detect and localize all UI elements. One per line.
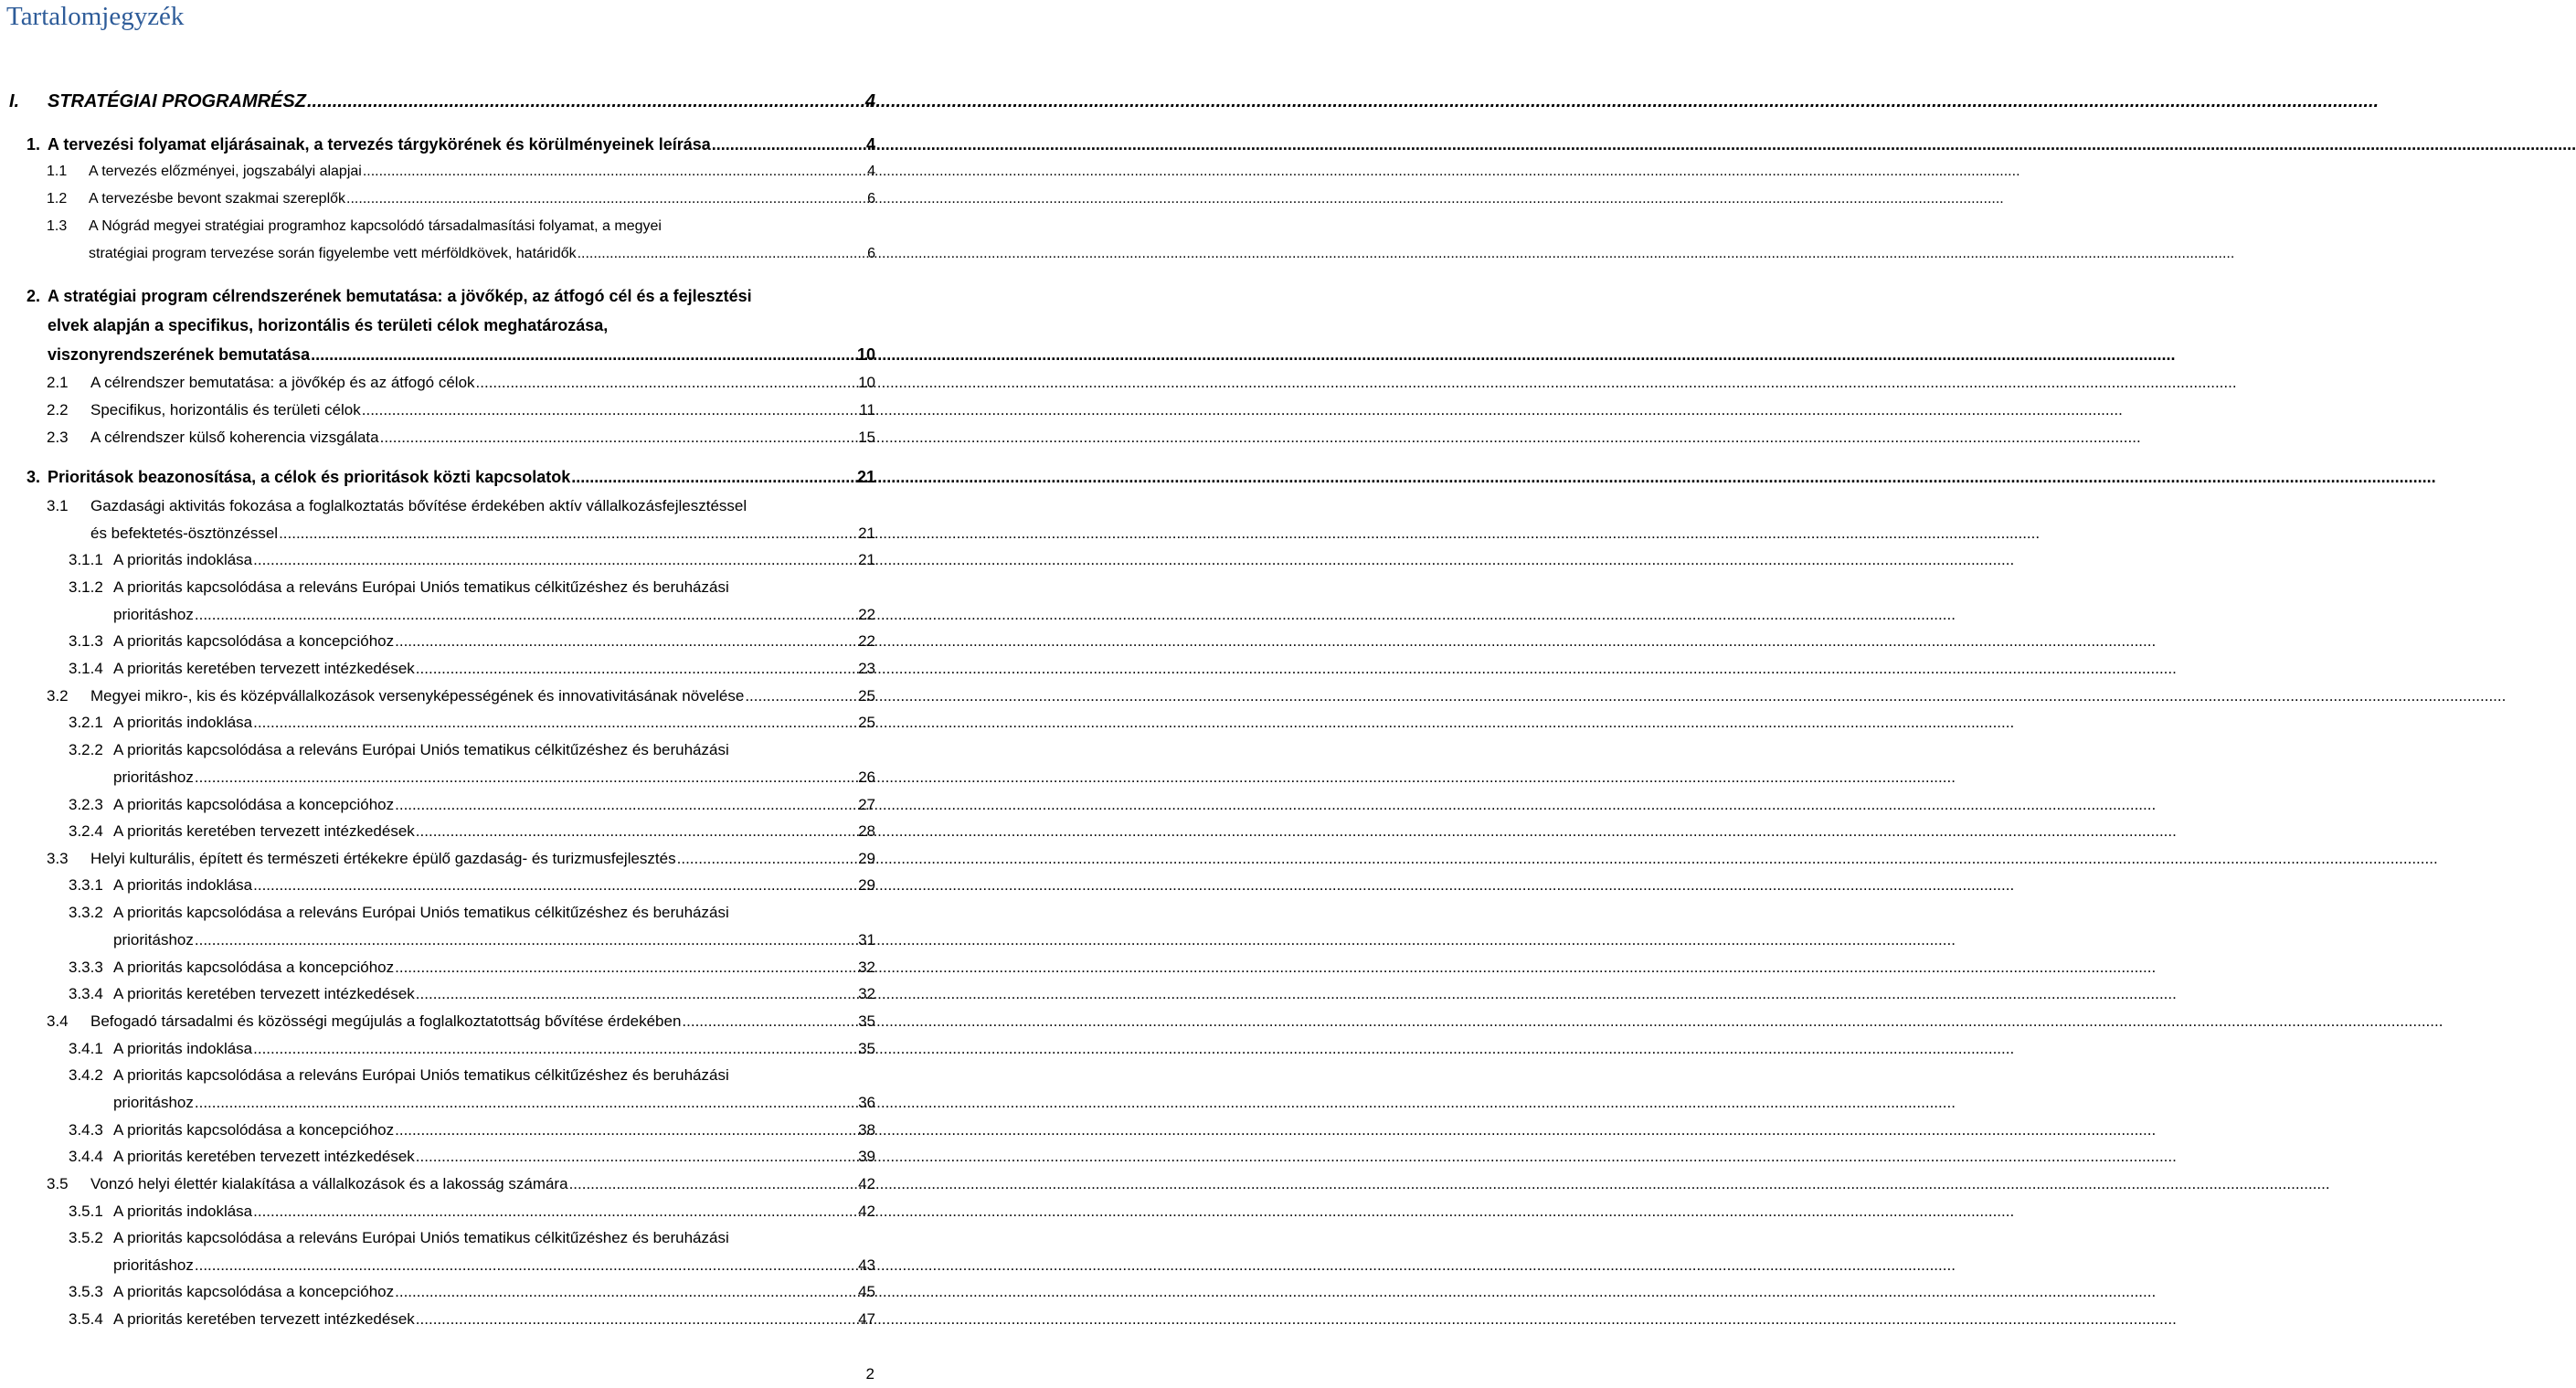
toc-entry-page: 42 — [858, 1175, 875, 1192]
toc-entry-number: 1.1 — [47, 164, 68, 179]
toc-entry-second-line — [48, 316, 608, 335]
toc-leader-dots — [744, 687, 856, 705]
toc-entry[interactable] — [47, 401, 875, 419]
toc-entry-first-line[interactable] — [69, 578, 729, 597]
toc-entry-text: A prioritás kapcsolódása a releváns Európai Uniós tematikus célkitűzéshez és beruházási — [113, 741, 729, 758]
toc-leader-dots — [394, 796, 856, 814]
toc-entry-text: A tervezésbe bevont szakmai szereplők — [89, 191, 346, 207]
toc-entry-text: A prioritás keretében tervezett intézkedések — [113, 1148, 415, 1165]
toc-entry-page: 47 — [858, 1310, 875, 1328]
toc-entry-text: A célrendszer bemutatása: a jövőkép és az átfogó célok — [90, 374, 475, 391]
toc-leader-dots — [711, 135, 864, 154]
toc-entry-text: A Nógrád megyei stratégiai programhoz kapcsolódó társadalmasítási folyamat, a megyei — [89, 218, 662, 234]
toc-entry[interactable] — [69, 660, 875, 678]
toc-entry-number: 2.2 — [47, 401, 69, 419]
toc-entry[interactable] — [48, 345, 875, 365]
toc-entry-text-continued: és befektetés-ösztönzéssel — [90, 524, 279, 542]
toc-entry-text: Befogadó társadalmi és közösségi megújulás a foglalkoztatottság bővítése érdekében — [90, 1012, 682, 1030]
toc-entry-page: 29 — [858, 876, 875, 894]
toc-entry-text: A prioritás kapcsolódása a releváns Európai Uniós tematikus célkitűzéshez és beruházási — [113, 578, 729, 596]
toc-leader-dots — [194, 931, 856, 949]
toc-leader-dots — [278, 524, 856, 543]
toc-entry[interactable] — [9, 91, 875, 112]
toc-entry-text: STRATÉGIAI PROGRAMRÉSZ — [48, 91, 306, 111]
toc-entry-page: 28 — [858, 822, 875, 840]
toc-entry[interactable] — [47, 1175, 875, 1193]
toc-entry[interactable] — [69, 632, 875, 651]
toc-entry[interactable] — [69, 1148, 875, 1166]
toc-entry[interactable] — [69, 876, 875, 895]
toc-entry-text: A prioritás kapcsolódása a releváns Európai Uniós tematikus célkitűzéshez és beruházási — [113, 1229, 729, 1246]
toc-entry-text-continued: elvek alapján a specifikus, horizontális és területi célok meghatározása, — [48, 316, 609, 334]
toc-entry-text: A célrendszer külső koherencia vizsgálata — [90, 429, 379, 446]
toc-entry-text-continued: stratégiai program tervezése során figyelembe vett mérföldkövek, határidők — [89, 246, 577, 261]
toc-leader-dots — [570, 468, 855, 487]
toc-entry-page: 4 — [864, 91, 875, 111]
toc-entry-text: A prioritás keretében tervezett intézkedések — [113, 660, 415, 677]
toc-entry[interactable] — [113, 931, 875, 949]
toc-entry[interactable] — [47, 850, 875, 868]
toc-entry-text: Megyei mikro-, kis és középvállalkozások versenyképességének és innovativitásának növelése — [90, 687, 745, 705]
toc-entry-number: 3.1.3 — [69, 632, 103, 650]
toc-entry-text: Specifikus, horizontális és területi célok — [90, 401, 361, 419]
toc-entry[interactable] — [69, 959, 875, 977]
toc-leader-dots — [361, 401, 858, 419]
toc-leader-dots — [394, 1283, 856, 1301]
toc-entry-number: 3.5 — [47, 1175, 69, 1192]
toc-entry-number: 3.4 — [47, 1012, 69, 1030]
toc-entry-number: 3.4.2 — [69, 1066, 103, 1084]
toc-leader-dots — [194, 1256, 856, 1275]
page-number: 2 — [865, 1365, 875, 1383]
toc-entry-text: A prioritás indoklása — [113, 876, 253, 894]
toc-entry[interactable] — [69, 1310, 875, 1329]
toc-entry[interactable] — [69, 551, 875, 569]
toc-leader-dots — [577, 246, 866, 262]
toc-entry-page: 21 — [858, 524, 875, 542]
toc-entry-text-continued: prioritáshoz — [113, 1094, 194, 1111]
toc-entry-number: 3.2.1 — [69, 714, 103, 731]
toc-leader-dots — [681, 1012, 856, 1031]
toc-entry-text: A prioritás keretében tervezett intézkedések — [113, 1310, 415, 1328]
toc-entry-number: 1. — [27, 135, 41, 154]
toc-entry-number: 3.4.3 — [69, 1121, 103, 1139]
toc-entry-number: 3.1.1 — [69, 551, 103, 568]
toc-leader-dots — [310, 345, 855, 365]
toc-entry-number: 3.2.3 — [69, 796, 103, 813]
toc-leader-dots — [415, 1310, 856, 1329]
toc-entry[interactable] — [47, 687, 875, 705]
toc-leader-dots — [394, 632, 856, 651]
toc-entry-page: 4 — [865, 135, 875, 154]
toc-entry[interactable] — [27, 135, 875, 154]
toc-leader-dots — [415, 985, 856, 1003]
toc-entry-page: 25 — [858, 687, 875, 705]
toc-entry-number: 3.5.3 — [69, 1283, 103, 1300]
toc-entry-number: 1.3 — [47, 218, 68, 234]
toc-entry[interactable] — [89, 246, 875, 262]
toc-entry-first-line[interactable] — [69, 1229, 729, 1247]
toc-entry-number: 2.3 — [47, 429, 69, 446]
toc-leader-dots — [362, 164, 865, 180]
toc-entry-text: A prioritás indoklása — [113, 1203, 253, 1220]
toc-entry-number: 3.5.1 — [69, 1203, 103, 1220]
toc-entry-page: 25 — [858, 714, 875, 731]
toc-entry-page: 21 — [858, 551, 875, 568]
toc-entry[interactable] — [69, 822, 875, 841]
toc-entry-page: 31 — [858, 931, 875, 948]
toc-entry-number: 3.3.2 — [69, 904, 103, 921]
toc-entry-number: 3.3 — [47, 850, 69, 867]
toc-entry-page: 15 — [858, 429, 875, 446]
toc-entry[interactable] — [113, 606, 875, 624]
toc-leader-dots — [415, 822, 856, 841]
toc-entry-page: 32 — [858, 959, 875, 976]
toc-entry-page: 6 — [867, 246, 875, 261]
toc-entry-text: A stratégiai program célrendszerének bemutatása: a jövőkép, az átfogó cél és a fejlesztési — [48, 287, 752, 305]
toc-leader-dots — [475, 374, 857, 392]
page-title: Tartalomjegyzék — [6, 2, 185, 31]
toc-entry-text: A prioritás kapcsolódása a koncepcióhoz — [113, 959, 395, 976]
toc-entry-text: A prioritás indoklása — [113, 551, 253, 568]
toc-entry-text-continued: prioritáshoz — [113, 1256, 194, 1274]
toc-entry-text: A prioritás indoklása — [113, 1040, 253, 1057]
toc-entry[interactable] — [69, 985, 875, 1003]
toc-entry[interactable] — [47, 1012, 875, 1031]
toc-entry-text: A prioritás kapcsolódása a releváns Európai Uniós tematikus célkitűzéshez és beruházási — [113, 904, 729, 921]
toc-entry-page: 45 — [858, 1283, 875, 1300]
toc-entry[interactable] — [69, 1040, 875, 1058]
toc-entry-number: 3.1.2 — [69, 578, 103, 596]
toc-entry-text-continued: viszonyrendszerének bemutatása — [48, 345, 311, 364]
toc-entry-number: 3.4.1 — [69, 1040, 103, 1057]
toc-entry-first-line[interactable] — [47, 497, 747, 515]
toc-entry[interactable] — [47, 429, 875, 447]
toc-entry-number: 2. — [27, 287, 41, 305]
toc-entry[interactable] — [47, 191, 875, 207]
toc-entry-number: 3.4.4 — [69, 1148, 103, 1165]
toc-entry[interactable] — [47, 374, 875, 392]
toc-entry-page: 27 — [858, 796, 875, 813]
toc-entry-page: 23 — [858, 660, 875, 677]
toc-entry-page: 29 — [858, 850, 875, 867]
toc-entry[interactable] — [113, 1094, 875, 1112]
toc-entry-text: A prioritás kapcsolódása a releváns Európai Uniós tematikus célkitűzéshez és beruházási — [113, 1066, 729, 1084]
toc-entry-number: 3.3.4 — [69, 985, 103, 1002]
toc-entry-first-line[interactable] — [69, 904, 729, 922]
toc-entry-page: 10 — [856, 345, 875, 364]
toc-entry-page: 39 — [858, 1148, 875, 1165]
toc-entry[interactable] — [69, 796, 875, 814]
toc-entry-number: 3.2.4 — [69, 822, 103, 840]
toc-entry-first-line[interactable] — [69, 741, 729, 759]
toc-entry-text: A tervezés előzményei, jogszabályi alapjai — [89, 164, 362, 179]
toc-entry-page: 42 — [858, 1203, 875, 1220]
toc-entry-page: 11 — [859, 401, 875, 419]
toc-entry-page: 22 — [858, 606, 875, 623]
toc-leader-dots — [345, 191, 865, 207]
toc-entry-page: 35 — [858, 1012, 875, 1030]
toc-leader-dots — [676, 850, 856, 868]
toc-entry[interactable] — [69, 1283, 875, 1301]
toc-entry-number: 3.3.1 — [69, 876, 103, 894]
toc-leader-dots — [252, 551, 856, 569]
toc-entry-page: 10 — [858, 374, 875, 391]
toc-leader-dots — [415, 1148, 856, 1166]
toc-entry-text: A prioritás kapcsolódása a koncepcióhoz — [113, 1283, 395, 1300]
toc-entry-number: 3.5.2 — [69, 1229, 103, 1246]
toc-leader-dots — [252, 1203, 856, 1221]
toc-entry-first-line[interactable] — [27, 287, 752, 306]
toc-entry-number: I. — [9, 91, 20, 111]
toc-entry-number: 3.1.4 — [69, 660, 103, 677]
toc-entry-text-continued: prioritáshoz — [113, 768, 194, 786]
toc-entry-number: 3.2.2 — [69, 741, 103, 758]
toc-entry[interactable] — [27, 468, 875, 487]
toc-entry-page: 32 — [858, 985, 875, 1002]
toc-entry-page: 35 — [858, 1040, 875, 1057]
toc-entry-number: 3.3.3 — [69, 959, 103, 976]
toc-entry-text: A prioritás indoklása — [113, 714, 253, 731]
toc-entry-page: 36 — [858, 1094, 875, 1111]
toc-entry-text: A tervezési folyamat eljárásainak, a tervezés tárgykörének és körülményeinek leírása — [48, 135, 711, 154]
toc-entry-page: 6 — [867, 191, 875, 207]
toc-leader-dots — [252, 1040, 856, 1058]
toc-leader-dots — [194, 606, 856, 624]
toc-entry-text-continued: prioritáshoz — [113, 606, 194, 623]
toc-entry[interactable] — [90, 524, 875, 543]
toc-entry-number: 3.2 — [47, 687, 69, 705]
toc-leader-dots — [394, 959, 856, 977]
toc-entry-text: A prioritás keretében tervezett intézkedések — [113, 822, 415, 840]
toc-leader-dots — [379, 429, 856, 447]
toc-entry-text: Helyi kulturális, épített és természeti értékekre épülő gazdaság- és turizmusfejlesztés — [90, 850, 676, 867]
toc-entry-page: 4 — [867, 164, 875, 179]
toc-entry-number: 3. — [27, 468, 41, 486]
toc-entry-number: 1.2 — [47, 191, 68, 207]
toc-entry-first-line[interactable] — [69, 1066, 729, 1085]
toc-leader-dots — [568, 1175, 857, 1193]
toc-entry-page: 22 — [858, 632, 875, 650]
toc-entry-text: Vonzó helyi élettér kialakítása a vállalkozások és a lakosság számára — [90, 1175, 568, 1192]
toc-entry-text: A prioritás kapcsolódása a koncepcióhoz — [113, 632, 395, 650]
toc-entry[interactable] — [47, 164, 875, 180]
table-of-contents — [0, 0, 877, 1388]
toc-entry-first-line[interactable] — [47, 218, 662, 235]
toc-entry[interactable] — [69, 1203, 875, 1221]
toc-entry-page: 38 — [858, 1121, 875, 1139]
toc-entry-text: A prioritás keretében tervezett intézkedések — [113, 985, 415, 1002]
toc-entry[interactable] — [113, 768, 875, 787]
toc-entry-text-continued: prioritáshoz — [113, 931, 194, 948]
toc-leader-dots — [194, 1094, 856, 1112]
toc-entry[interactable] — [69, 714, 875, 732]
toc-entry-text: A prioritás kapcsolódása a koncepcióhoz — [113, 796, 395, 813]
toc-entry[interactable] — [113, 1256, 875, 1275]
toc-leader-dots — [252, 876, 856, 895]
toc-entry-number: 2.1 — [47, 374, 69, 391]
toc-leader-dots — [194, 768, 856, 787]
toc-entry-text: A prioritás kapcsolódása a koncepcióhoz — [113, 1121, 395, 1139]
toc-entry-number: 3.1 — [47, 497, 69, 514]
toc-entry-page: 43 — [858, 1256, 875, 1274]
toc-entry-text: Gazdasági aktivitás fokozása a foglalkoztatás bővítése érdekében aktív vállalkozásfejlesztéssel — [90, 497, 747, 514]
toc-entry-number: 3.5.4 — [69, 1310, 103, 1328]
toc-leader-dots — [252, 714, 856, 732]
toc-leader-dots — [306, 91, 864, 112]
toc-leader-dots — [415, 660, 856, 678]
toc-entry-page: 26 — [858, 768, 875, 786]
toc-leader-dots — [394, 1121, 856, 1139]
toc-entry-text: Prioritások beazonosítása, a célok és prioritások közti kapcsolatok — [48, 468, 571, 486]
toc-entry-page: 21 — [856, 468, 875, 486]
toc-entry[interactable] — [69, 1121, 875, 1139]
